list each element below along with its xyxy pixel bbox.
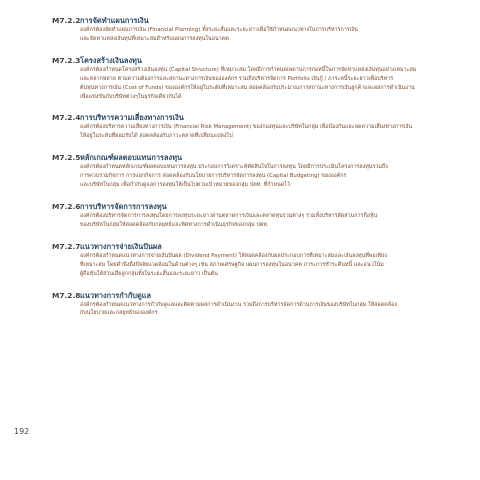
body-line: เพื่อแข่งขันกับบริษัทต่างๆในธุรกิจเดียวกันได้ [80, 93, 182, 100]
body-line: ผู้ถือหุ้นให้ส่วนเสี่ยลูกกลุ่มทั้งในระยะสั้นและระยะยาว เป็นต้น [80, 270, 218, 277]
body-line: ที่เหมาะสม โดยคำนึงถึงปัจจัยแวดล้อมในด้านต่างๆ เช่น สภาพเศรษฐกิจ แผนการลงทุนในอนาคต ภาระการชำระคืนหนี้ และแนวโน้ม [80, 261, 384, 268]
section-title: แนวทางการจ่ายเงินปันผล [80, 241, 162, 251]
body-line: และหลากหลาย ตามความต้องการและสถานะทางการเงินขององค์กร รวมถึงบริหารจัดการ Portfolio เงินกู้ / ภาระหนี้ระยะยาวเพื่อบริหาร [80, 75, 394, 82]
section-7-2-6 [52, 201, 447, 230]
section-body [52, 66, 447, 102]
section-title: การบริหารจัดการการลงทุน [80, 201, 167, 211]
body-line: องค์กรต้องกำหนดแนวทางการจ่ายเงินปันผล (Dividend Payment) ให้สอดคล้องกับผลประกอบการที่เหมาะสมและเงินลงทุนที่พอเพียง [80, 252, 387, 259]
section-7-2-5 [52, 152, 447, 190]
section-heading [52, 55, 447, 66]
body-line: องค์กรต้องบริหารความเสี่ยงทางการเงิน (Financial Risk Management) ของกองทุนและบริษัทในกลุ่ม เพื่อป้องกันและลดความเสี่ยงทางการเงิน [80, 124, 413, 131]
body-line: องค์กรต้องบริหารจัดการการลงทุนโดยการลงทุนระยะยาวผ่านตลาดการเงินและตลาดทุนรวมต่างๆ รวมทั้งบริหารสัดส่วนการถือหุ้น [80, 212, 378, 219]
section-number: M7.2.3 [52, 55, 81, 65]
body-line: ให้อยู่ในระดับที่ยอมรับได้ สอดคล้องกับภาวะตลาดที่เปลี่ยนแปลงไป [80, 133, 233, 140]
section-title: โครงสร้างเงินลงทุน [80, 55, 142, 65]
page-number: 192 [14, 427, 30, 436]
section-title: หลักเกณฑ์ผลตอบแทนการลงทุน [80, 153, 183, 163]
body-line: องค์กรต้องจัดทำแผนการเงิน (Financial Planning) ทั้งระยะสั้นและระยะยาวเพื่อใช้กำหนดแนวทางในการบริหารการเงิน [80, 27, 358, 33]
section-title: การจัดทำแผนการเงิน [80, 16, 149, 25]
body-line: ของบริษัทในกลุ่มให้สอดคล้องกับกลยุทธ์และทิศทางการดำเนินธุรกิจของกลุ่ม ปตท. [80, 221, 269, 228]
section-body [52, 252, 447, 279]
section-number: M7.2.8 [52, 290, 81, 300]
body-line: การควบรวมกิจการ การแยกกิจการ สอดคล้องกับนโยบายการบริหารจัดการลงทุน (Capital Budgeting) ขององค์กร [80, 173, 347, 180]
document-content [52, 15, 447, 329]
section-7-2-3 [52, 55, 447, 102]
section-body [52, 123, 447, 141]
section-title: การบริหารความเสี่ยงทางการเงิน [80, 113, 184, 123]
section-number: M7.2.6 [52, 201, 81, 211]
body-line: ต้นทุนทางการเงิน (Cost of Funds) ขององค์กรให้อยู่ในระดับที่เหมาะสม สอดคล้องกับประมาณการสถานะทางการเงินลูกค้าและผลการดำเนินงาน [80, 84, 415, 91]
section-body [52, 163, 447, 190]
section-7-2-7 [52, 241, 447, 279]
section-heading [52, 290, 447, 301]
body-line: และจัดหาแหล่งเงินทุนที่เหมาะสมสำหรับแผนการลงทุนในอนาคต [80, 35, 229, 42]
body-line: กับนโยบายและกลยุทธ์ขององค์กร [80, 310, 158, 317]
section-body [52, 26, 447, 44]
section-body [52, 301, 447, 319]
body-line: องค์กรต้องกำหนดแนวทางการกำกับดูแลและติดตามผลการดำเนินงาน รวมถึงการบริหารจัดการด้านการเงินของบริษัทในกลุ่ม ให้สอดคล้อง [80, 301, 397, 308]
section-number: M7.2.7 [52, 241, 81, 251]
section-number: M7.2.4 [52, 113, 81, 123]
section-heading [52, 15, 447, 26]
section-heading [52, 201, 447, 212]
body-line: องค์กรต้องกำหนดหลักเกณฑ์ผลตอบแทนการลงทุน ประกอบการวิเคราะห์ตัดสินใจในการลงทุน โดยมีการประเมินโครงการลงทุนรวมถึง [80, 164, 388, 171]
section-heading [52, 152, 447, 163]
section-body [52, 212, 447, 230]
section-7-2-8 [52, 290, 447, 319]
section-number: M7.2.5 [52, 153, 81, 163]
section-7-2-4 [52, 112, 447, 141]
section-heading [52, 241, 447, 252]
section-number: M7.2.2 [52, 16, 81, 25]
section-title: แนวทางการกำกับดูแล [80, 290, 152, 300]
body-line: และบริษัทในกลุ่ม เพื่อกำกับดูแลการลงทุนให้เป็นไปตามเป้าหมายของกลุ่ม ปตท. ที่กำหนดไว้ [80, 182, 291, 189]
section-heading [52, 112, 447, 123]
section-7-2-2 [52, 15, 447, 44]
body-line: องค์กรต้องกำหนดโครงสร้างเงินลงทุน (Capital Structure) ที่เหมาะสม โดยมีการกำหนดเพดานการก่อหนี้ในการจัดหาแหล่งเงินทุนอย่างเหมาะสม [80, 66, 417, 73]
